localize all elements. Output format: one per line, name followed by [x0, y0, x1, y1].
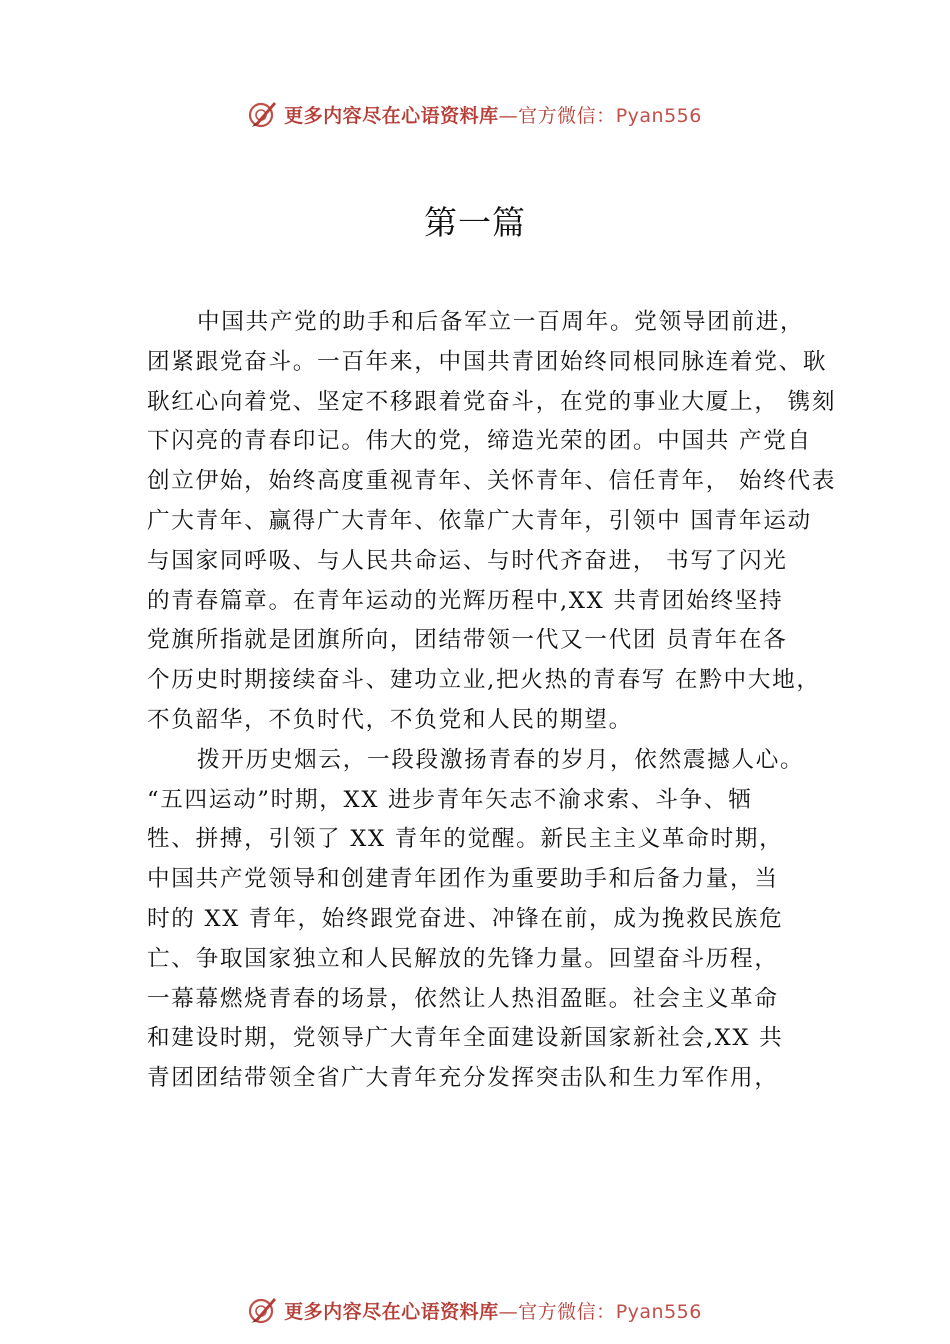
text-line: 不负韶华，不负时代，不负党和人民的期望。 — [147, 706, 633, 733]
banner-dash: — — [498, 1300, 519, 1323]
text-line: 个历史时期接续奋斗、建功立业,把火热的青春写 在黔中大地， — [147, 667, 821, 694]
text-line: 一幕幕燃烧青春的场景，依然让人热泪盈眶。社会主义革命 — [147, 985, 779, 1012]
banner-wechat-id: Pyan556 — [615, 104, 702, 127]
banner-dash: — — [498, 104, 519, 127]
text-line: 的青春篇章。在青年运动的光辉历程中,XX 共青团始终坚持 — [147, 587, 784, 614]
body-text — [147, 303, 837, 1099]
text-line: 中国共产党的助手和后备军立一百周年。党领导团前进， — [197, 309, 805, 335]
banner-label: 官方微信： — [518, 1300, 616, 1323]
banner-main-text: 更多内容尽在心语资料库 — [284, 1300, 499, 1323]
text-line: 亡、争取国家独立和人民解放的先锋力量。回望奋斗历程， — [147, 945, 779, 972]
footer-banner — [0, 1290, 950, 1330]
brush-logo-icon — [248, 1295, 278, 1325]
text-line: 与国家同呼吸、与人民共命运、与时代齐奋进， 书写了闪光 — [147, 547, 788, 574]
text-line: 拨开历史烟云，一段段激扬青春的岁月，依然震撼人心。 — [197, 746, 805, 773]
text-line: 时的 XX 青年，始终跟党奋进、冲锋在前，成为挽救民族危 — [147, 905, 784, 932]
banner-main-text: 更多内容尽在心语资料库 — [284, 104, 499, 127]
text-line: 耿红心向着党、坚定不移跟着党奋斗，在党的事业大厦上， 镌刻 — [147, 388, 837, 415]
banner-label: 官方微信： — [518, 104, 616, 127]
page-title: 第一篇 — [424, 203, 526, 242]
text-line: 创立伊始，始终高度重视青年、关怀青年、信任青年， 始终代表 — [147, 468, 837, 495]
banner-text — [284, 1297, 702, 1324]
text-line: 下闪亮的青春印记。伟大的党，缔造光荣的团。中国共 产党自 — [147, 428, 812, 455]
header-banner — [0, 94, 950, 134]
text-line: “五四运动”时期，XX 进步青年矢志不渝求索、斗争、牺 — [147, 786, 753, 813]
text-line: 中国共产党领导和创建青年团作为重要助手和后备力量，当 — [147, 866, 779, 893]
text-line: 广大青年、赢得广大青年、依靠广大青年，引领中 国青年运动 — [147, 507, 812, 534]
text-line: 党旗所指就是团旗所向，团结带领一代又一代团 员青年在各 — [147, 627, 788, 654]
brush-logo-icon — [248, 99, 278, 129]
text-line: 和建设时期，党领导广大青年全面建设新国家新社会,XX 共 — [147, 1025, 784, 1052]
banner-text — [284, 101, 702, 128]
text-line: 牲、拼搏，引领了 XX 青年的觉醒。新民主主义革命时期， — [147, 826, 784, 853]
banner-wechat-id: Pyan556 — [615, 1300, 702, 1323]
text-line: 团紧跟党奋斗。一百年来，中国共青团始终同根同脉连着党、耿 — [147, 348, 828, 375]
text-line: 青团团结带领全省广大青年充分发挥突击队和生力军作用， — [147, 1065, 779, 1092]
